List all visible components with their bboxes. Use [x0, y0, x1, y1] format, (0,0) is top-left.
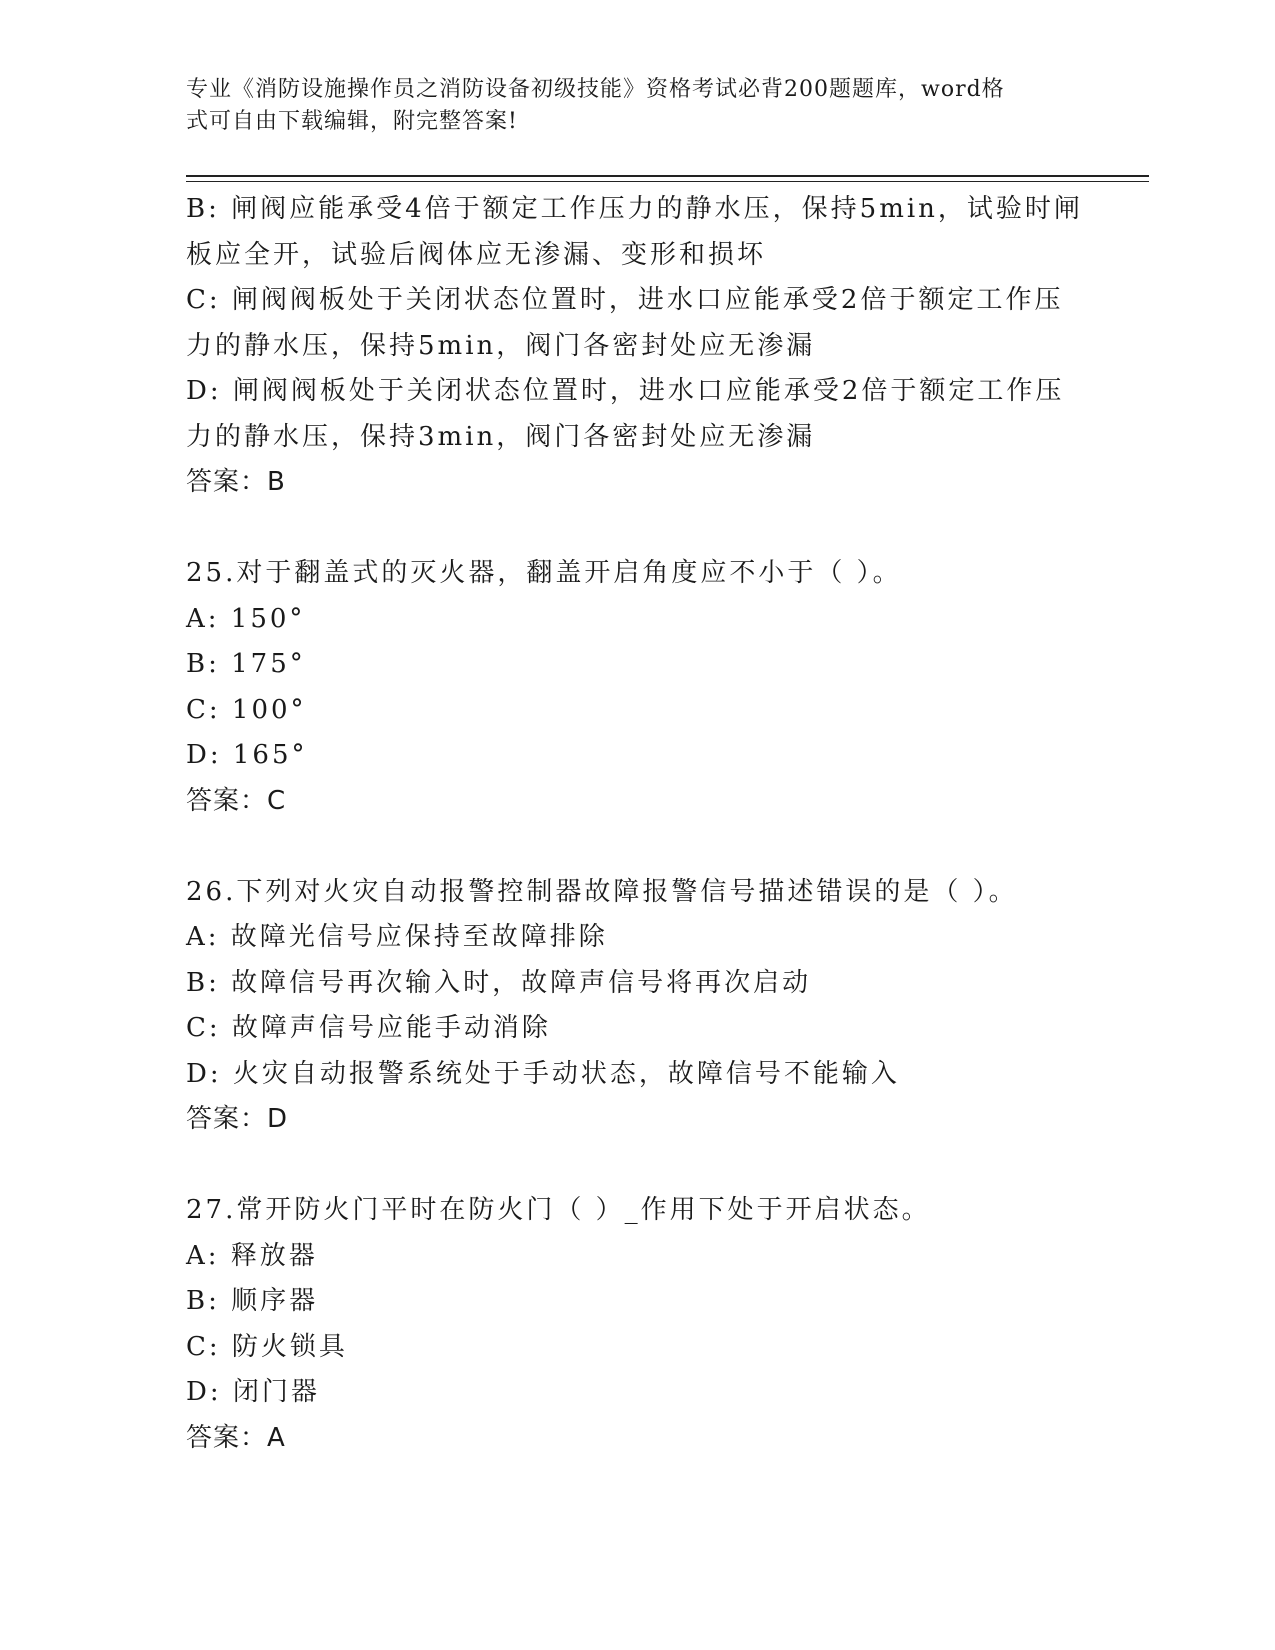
question-stem: 25.对于翻盖式的灭火器，翻盖开启角度应不小于（ ）。 [186, 558, 902, 588]
answer-line: 答案：A [186, 1422, 286, 1453]
question-stem: 27.常开防火门平时在防火门（ ）_作用下处于开启状态。 [186, 1195, 931, 1225]
header-divider-thick [186, 175, 1149, 177]
option-b-line-2: 板应全开，试验后阀体应无渗漏、变形和损坏 [186, 239, 767, 270]
option-c-line-1: C: 闸阀阀板处于关闭状态位置时，进水口应能承受2倍于额定工作压 [186, 285, 1064, 315]
option-a: A: 150° [186, 603, 306, 634]
option-c-line-2: 力的静水压，保持5min，阀门各密封处应无渗漏 [186, 330, 816, 361]
option-c: C: 故障声信号应能手动消除 [186, 1013, 551, 1043]
header-line-1: 专业《消防设施操作员之消防设备初级技能》资格考试必背200题题库，word格 [186, 77, 1005, 102]
option-d: D: 火灾自动报警系统处于手动状态，故障信号不能输入 [186, 1058, 900, 1089]
option-d-line-2: 力的静水压，保持3min，阀门各密封处应无渗漏 [186, 421, 816, 452]
option-b-line-1: B: 闸阀应能承受4倍于额定工作压力的静水压，保持5min，试验时闸 [186, 194, 1083, 224]
question-25 [186, 551, 1086, 824]
option-d: D: 165° [186, 740, 308, 770]
spacer [186, 1143, 1086, 1189]
option-b: B: 故障信号再次输入时，故障声信号将再次启动 [186, 967, 812, 998]
question-24-continuation [186, 187, 1086, 506]
question-stem: 26.下列对火灾自动报警控制器故障报警信号描述错误的是（ ）。 [186, 876, 1018, 907]
option-d-line-1: D: 闸阀阀板处于关闭状态位置时，进水口应能承受2倍于额定工作压 [186, 376, 1065, 406]
question-26 [186, 870, 1086, 1143]
option-c: C: 100° [186, 694, 307, 725]
answer-line: 答案：B [186, 467, 286, 497]
option-d: D: 闭门器 [186, 1377, 320, 1407]
option-c: C: 防火锁具 [186, 1331, 348, 1362]
answer-line: 答案：D [186, 1104, 289, 1134]
header-line-2: 式可自由下载编辑，附完整答案! [186, 109, 518, 134]
spacer [186, 824, 1086, 870]
question-content [186, 187, 1086, 1461]
answer-line: 答案：C [186, 785, 287, 816]
option-b: B: 顺序器 [186, 1286, 319, 1316]
spacer [186, 506, 1086, 552]
header-divider-thin [186, 181, 1149, 182]
option-b: B: 175° [186, 649, 306, 679]
option-a: A: 释放器 [186, 1240, 318, 1271]
document-header [186, 74, 1066, 138]
option-a: A: 故障光信号应保持至故障排除 [186, 922, 608, 952]
question-27 [186, 1188, 1086, 1461]
